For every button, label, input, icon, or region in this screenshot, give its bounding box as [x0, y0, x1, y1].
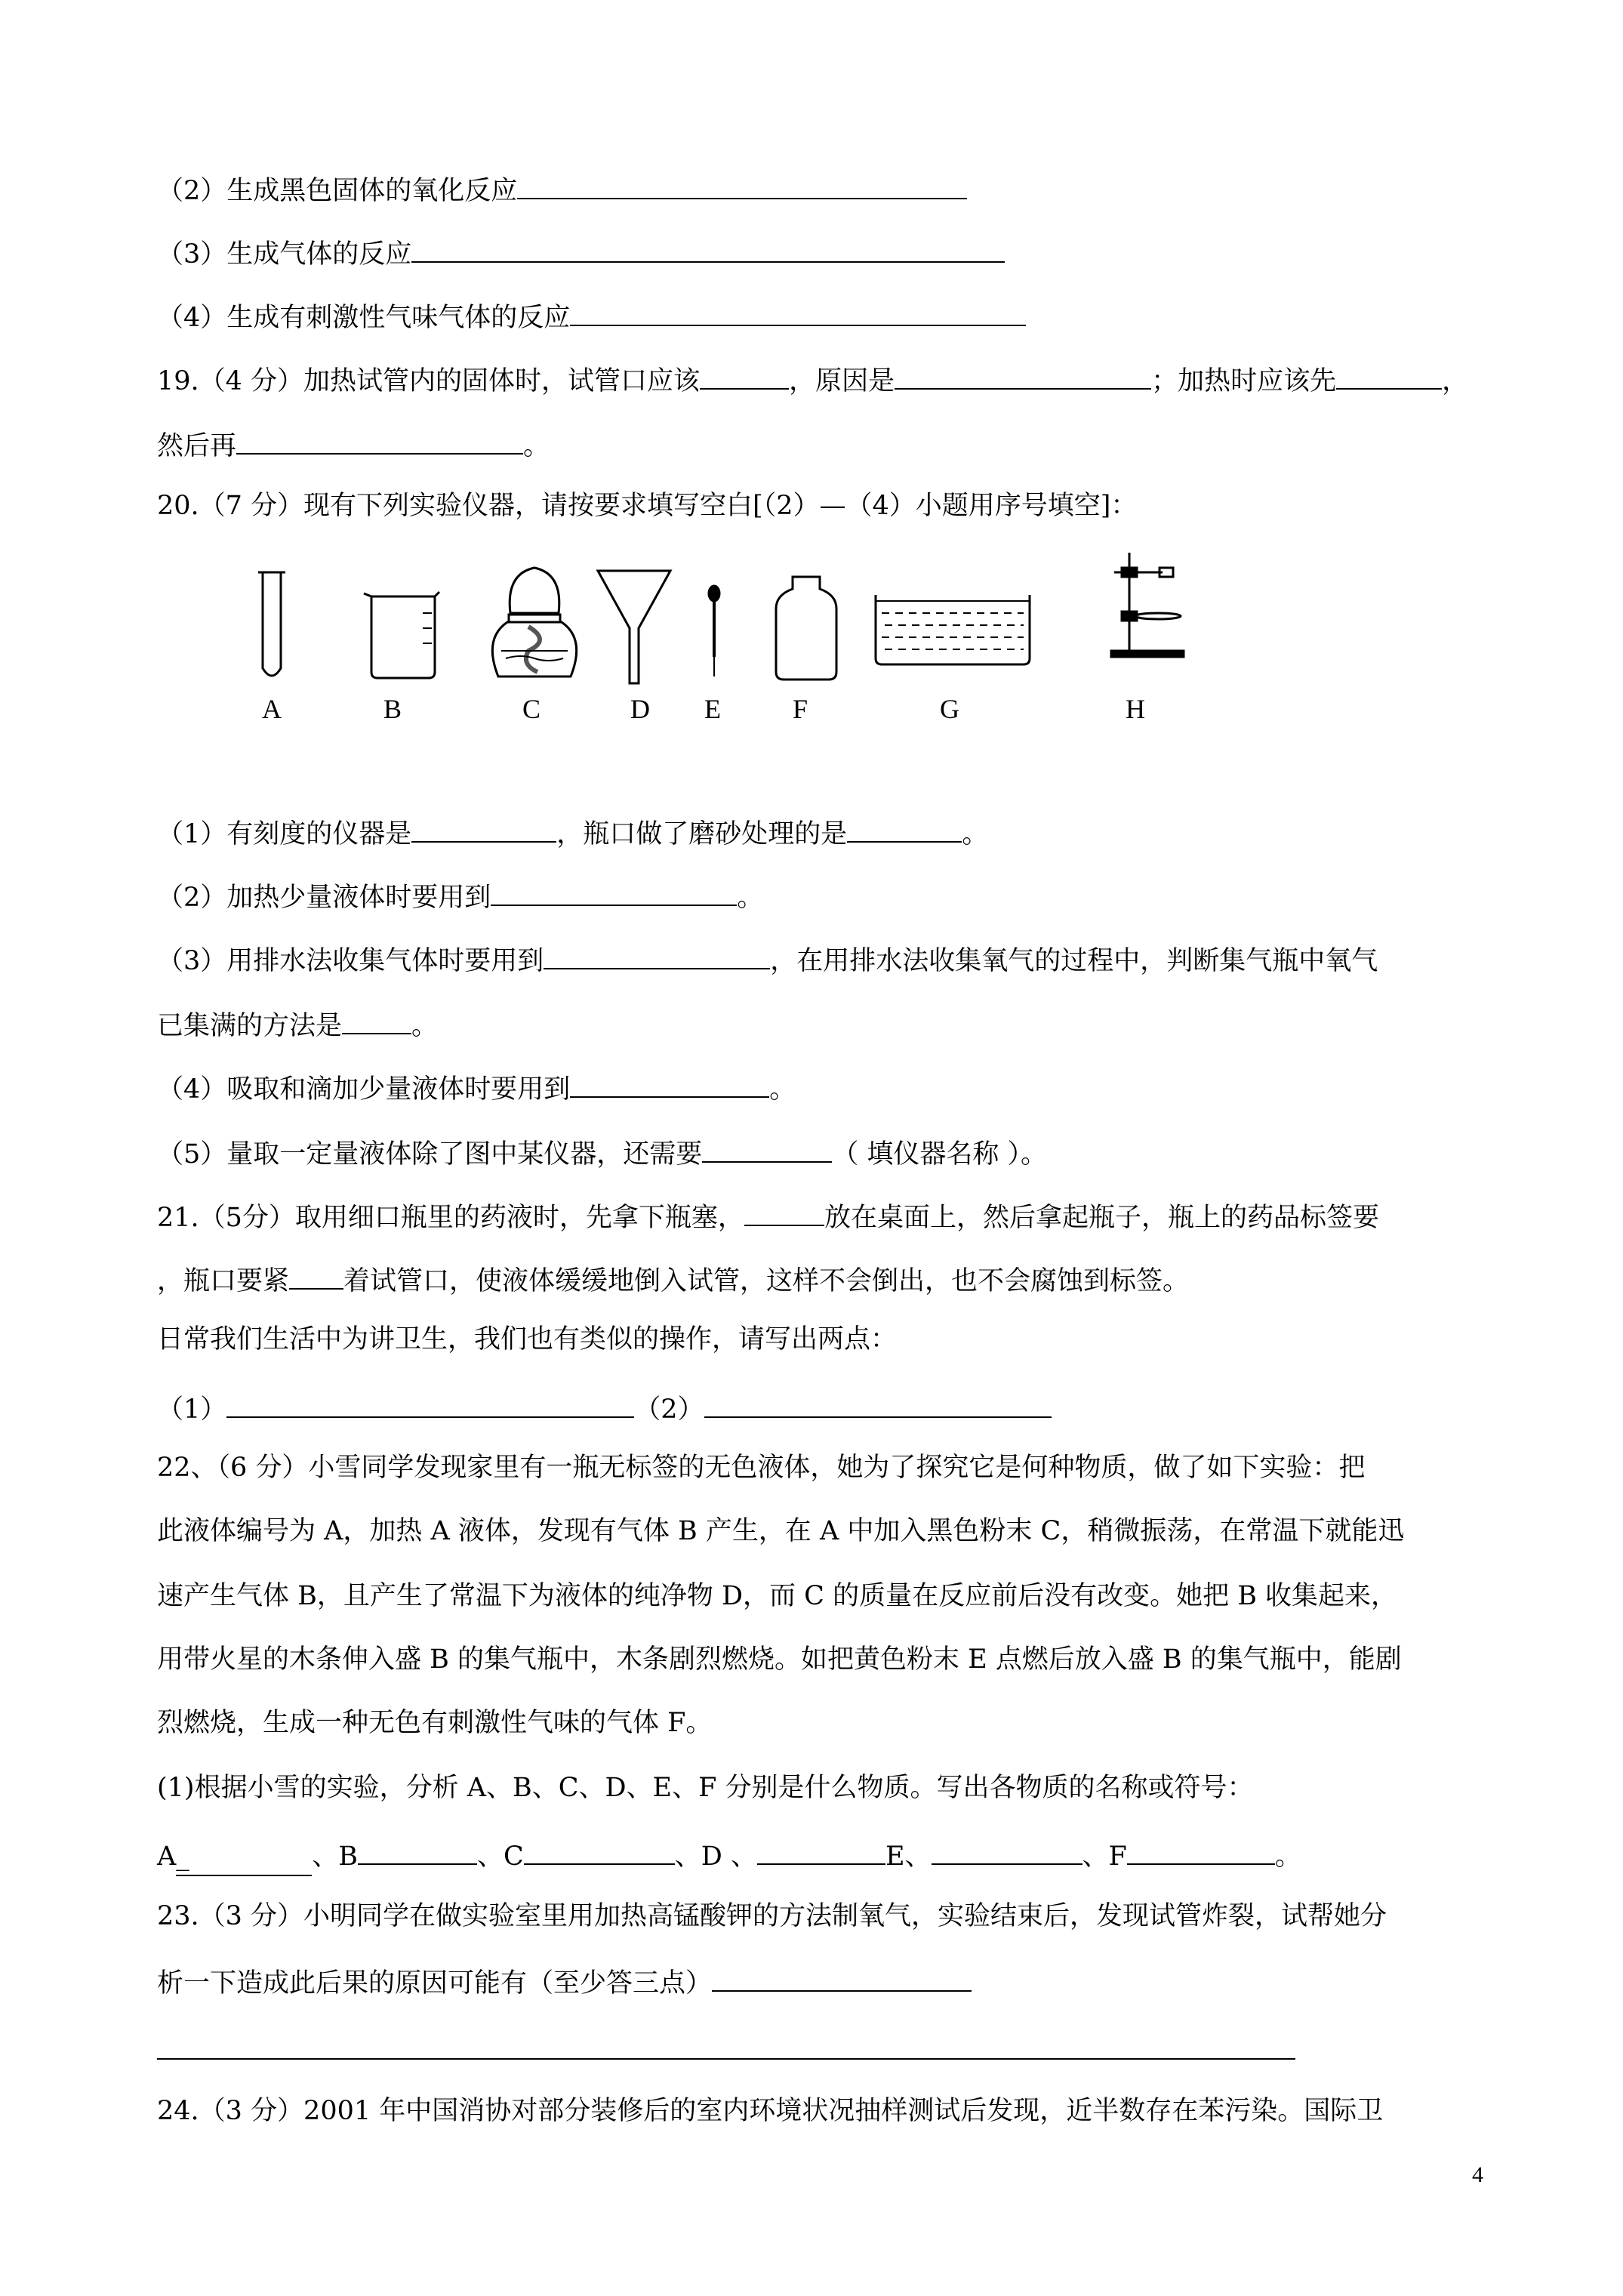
answer-blank[interactable]	[342, 1004, 411, 1034]
q20-sub5-text-2: （ 填仪器名称 ）。	[832, 1139, 1048, 1170]
q19-text-4: ，	[1442, 366, 1469, 396]
q22-text-4: 用带火星的木条伸入盛 B 的集气瓶中，木条剧烈燃烧。如把黄色粉末 E 点燃后放入盛 B 的集气瓶中，能剧	[157, 1644, 1402, 1675]
q22-text-6: (1)根据小雪的实验，分析 A、B、C、D、E、F 分别是什么物质。写出各物质的名称或符号：	[157, 1773, 1254, 1803]
apparatus-label-a: A	[262, 694, 282, 724]
answer-blank[interactable]	[744, 1196, 824, 1226]
q18-item2-text: （2）生成黑色固体的氧化反应	[157, 176, 518, 206]
answer-blank-f[interactable]	[1127, 1835, 1275, 1865]
q20-sub5	[157, 1133, 1047, 1171]
q22-line4	[157, 1643, 1402, 1676]
q20-sub3	[157, 939, 1378, 978]
answer-blank[interactable]	[847, 812, 962, 843]
answer-blank[interactable]	[226, 1388, 634, 1418]
q22-text-1: 22、（6 分）小雪同学发现家里有一瓶无标签的无色液体，她为了探究它是何种物质，做了如下实验：把	[157, 1453, 1366, 1483]
q21-line2	[157, 1259, 1189, 1298]
q23-line1	[157, 1900, 1387, 1933]
answer-blank[interactable]	[289, 1259, 343, 1290]
q20-sub4	[157, 1068, 796, 1106]
apparatus-label-b: B	[383, 694, 402, 724]
answer-line[interactable]	[157, 2058, 1295, 2060]
q19-text-6: 。	[523, 431, 550, 461]
apparatus-label-g: G	[940, 694, 959, 724]
q22-line1	[157, 1451, 1365, 1484]
q20-intro-text: 20.（7 分）现有下列实验仪器，请按要求填写空白[（2）—（4）小题用序号填空]：	[157, 491, 1138, 521]
q20-sub5-text-1: （5）量取一定量液体除了图中某仪器，还需要	[157, 1139, 703, 1170]
q20-sub2-text-1: （2）加热少量液体时要用到	[157, 883, 491, 913]
page-number: 4	[1472, 2162, 1483, 2187]
q20-sub1-text-1: （1）有刻度的仪器是	[157, 819, 412, 849]
q24-text-1: 24.（3 分）2001 年中国消协对部分装修后的室内环境状况抽样测试后发现，近半数存在苯污染。国际卫	[157, 2096, 1384, 2126]
q22-line2	[157, 1515, 1404, 1548]
answer-blank-e[interactable]	[932, 1835, 1083, 1865]
apparatus-label-d: D	[630, 694, 650, 724]
q20-sub1-text-2: ，瓶口做了磨砂处理的是	[556, 819, 848, 849]
q23-text-2: 析一下造成此后果的原因可能有（至少答三点）	[157, 1968, 713, 1999]
dropper-icon	[709, 586, 719, 676]
q20-sub3-text-1: （3）用排水法收集气体时要用到	[157, 946, 544, 976]
answer-blank-d[interactable]	[757, 1835, 885, 1865]
apparatus-label-h: H	[1126, 694, 1145, 724]
answer-blank-c[interactable]	[524, 1835, 675, 1865]
funnel-icon	[598, 571, 670, 683]
apparatus-label-e: E	[704, 694, 721, 724]
answer-blank[interactable]	[491, 876, 737, 906]
answer-blank[interactable]	[570, 1068, 769, 1098]
beaker-icon	[364, 592, 439, 678]
q21-text-6: （1）	[157, 1395, 227, 1425]
q22-label-f: 、F	[1082, 1841, 1127, 1872]
q18-item4-text: （4）生成有刺激性气味气体的反应	[157, 303, 571, 333]
q19-text-1: 19.（4 分）加热试管内的固体时，试管口应该	[157, 366, 701, 396]
q20-sub4-text-2: 。	[769, 1074, 796, 1105]
answer-blank[interactable]	[702, 1133, 832, 1163]
q20-sub2-text-2: 。	[737, 883, 764, 913]
q20-sub3-cont	[157, 1004, 438, 1043]
q20-sub3-text-4: 。	[411, 1011, 439, 1041]
q18-item3-text: （3）生成气体的反应	[157, 239, 412, 270]
apparatus-label-c: C	[522, 694, 540, 724]
answer-blank-b[interactable]	[358, 1835, 477, 1865]
answer-blank-a[interactable]: _	[176, 1840, 312, 1876]
q21-line1	[157, 1196, 1379, 1234]
q24-line1	[157, 2094, 1383, 2128]
q19-text-3: ；加热时应该先	[1151, 366, 1337, 396]
q21-text-5: 日常我们生活中为讲卫生，我们也有类似的操作，请写出两点：	[157, 1324, 898, 1354]
q22-end: 。	[1274, 1841, 1301, 1872]
q21-text-4: 着试管口，使液体缓缓地倒入试管，这样不会倒出，也不会腐蚀到标签。	[343, 1266, 1190, 1296]
q22-label-d: 、D 、	[674, 1841, 757, 1872]
q23-text-1: 23.（3 分）小明同学在做实验室里用加热高锰酸钾的方法制氧气，实验结束后，发现试管炸裂，试帮她分	[157, 1901, 1387, 1931]
q20-sub4-text-1: （4）吸取和滴加少量液体时要用到	[157, 1074, 571, 1105]
q22-text-2: 此液体编号为 A，加热 A 液体，发现有气体 B 产生，在 A 中加入黑色粉末 C，稍微振荡，在常温下就能迅	[157, 1516, 1405, 1546]
answer-blank[interactable]	[712, 1962, 972, 1992]
answer-blank[interactable]	[544, 939, 770, 969]
q21-text-7: （2）	[634, 1395, 704, 1425]
iron-stand-icon	[1111, 553, 1184, 657]
q21-text-2: 放在桌面上，然后拿起瓶子，瓶上的药品标签要	[824, 1203, 1379, 1233]
q21-line3	[157, 1323, 897, 1356]
answer-blank[interactable]	[704, 1388, 1052, 1418]
q22-line6	[157, 1771, 1254, 1804]
q22-text-3: 速产生气体 B，且产生了常温下为液体的纯净物 D，而 C 的质量在反应前后没有改变。她把 B 收集起来，	[157, 1581, 1398, 1611]
gas-bottle-icon	[776, 577, 836, 680]
q20-sub3-text-2: ，在用排水法收集氧气的过程中，判断集气瓶中氧气	[770, 946, 1378, 976]
q22-label-c: 、C	[477, 1841, 524, 1872]
apparatus-label-f: F	[792, 694, 808, 724]
alcohol-lamp-icon	[492, 568, 576, 676]
q19-text-5: 然后再	[157, 431, 237, 461]
q22-text-5: 烈燃烧，生成一种无色有刺激性气味的气体 F。	[157, 1708, 713, 1738]
q20-sub2	[157, 876, 763, 914]
q22-line3	[157, 1579, 1397, 1613]
q21-line4	[157, 1388, 1052, 1426]
q19-text-2: ，原因是	[789, 366, 895, 396]
q20-sub3-text-3: 已集满的方法是	[157, 1011, 343, 1041]
q22-label-a: A	[157, 1841, 177, 1872]
apparatus-figure	[0, 0, 1623, 755]
q22-label-e: E、	[885, 1841, 932, 1872]
q20-sub1-text-3: 。	[962, 819, 989, 849]
q23-line2	[157, 1962, 972, 2000]
water-trough-icon	[876, 595, 1030, 664]
q22-line7	[157, 1835, 1301, 1876]
q22-line5	[157, 1706, 712, 1740]
q21-text-3: ，瓶口要紧	[157, 1266, 290, 1296]
q22-label-b: 、B	[312, 1841, 359, 1872]
q20-sub1	[157, 812, 988, 851]
answer-blank[interactable]	[411, 812, 556, 843]
test-tube-icon	[258, 572, 285, 676]
q21-text-1: 21.（5分）取用细口瓶里的药液时，先拿下瓶塞，	[157, 1203, 744, 1233]
